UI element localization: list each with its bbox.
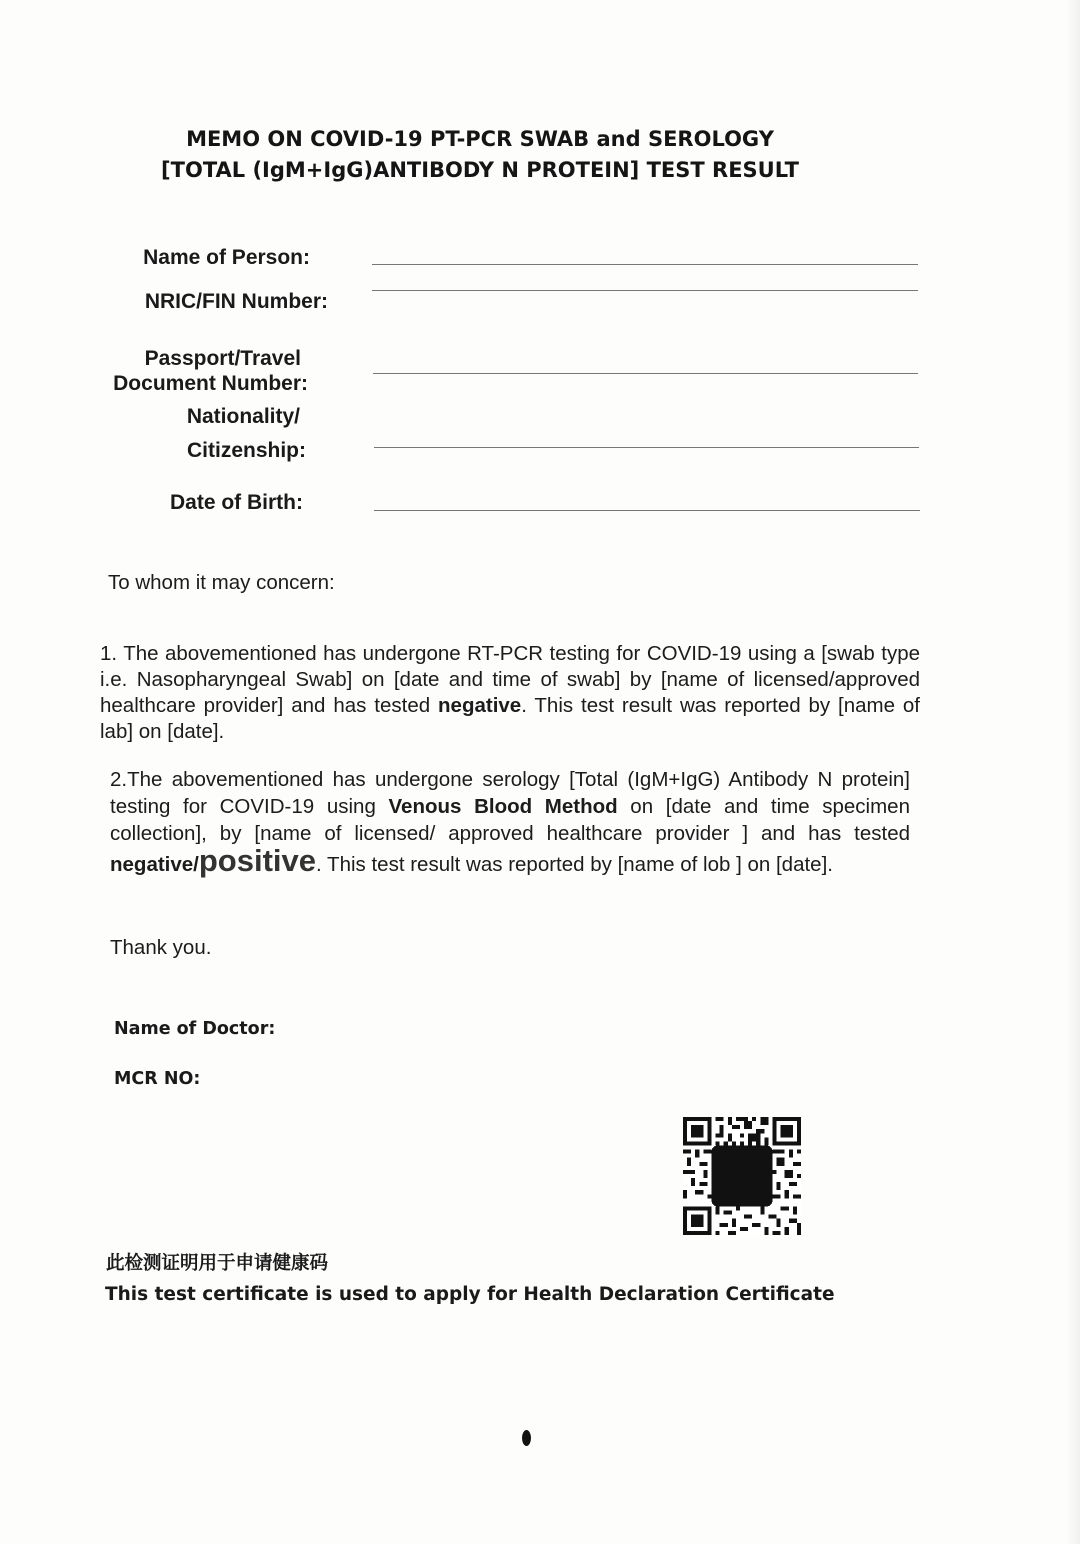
paragraph2-text-part1: 2.The abovementioned has undergone serology [Total (IgM+IgG) Antibody N protein] testing for COVID-19 using xyxy=(110,768,910,818)
date-of-birth-label: Date of Birth: xyxy=(170,491,303,514)
paragraph-rt-pcr xyxy=(100,641,920,745)
page-edge-shadow xyxy=(1066,0,1080,1544)
memo-title-line1: MEMO ON COVID-19 PT-PCR SWAB and SEROLOGY xyxy=(186,127,774,151)
ink-mark xyxy=(522,1430,531,1446)
paragraph2-positive: positive xyxy=(198,843,317,878)
name-of-person-label: Name of Person: xyxy=(143,246,310,269)
date-of-birth-line xyxy=(374,510,920,511)
name-of-person-line xyxy=(372,264,918,265)
nric-fin-label: NRIC/FIN Number: xyxy=(144,290,328,313)
paragraph2-text-part3: . This test result was reported by [name of lob ] on [date]. xyxy=(316,853,833,876)
paragraph2-venous-blood-method: Venous Blood Method xyxy=(388,795,618,818)
name-of-doctor-label: Name of Doctor: xyxy=(114,1019,276,1039)
paragraph1-text-before: 1. The abovementioned has undergone RT-PCR testing for COVID-19 using a [swab type i.e. Nasopharyngeal Swab] on [date and time of swab] by [name of licensed/approved healthcare provider] and has tested xyxy=(100,642,920,717)
salutation: To whom it may concern: xyxy=(108,571,335,594)
thank-you: Thank you. xyxy=(110,936,212,959)
qr-code-icon xyxy=(683,1117,801,1235)
passport-label-line1: Passport/Travel xyxy=(144,347,301,370)
paragraph1-text-after: . This test result was reported by [name of lab] on [date]. xyxy=(100,694,920,743)
memo-title-line2: [TOTAL (IgM+IgG)ANTIBODY N PROTEIN] TEST RESULT xyxy=(161,158,799,182)
footer-chinese-note: 此检测证明用于申请健康码 xyxy=(106,1253,329,1274)
passport-line xyxy=(373,373,918,374)
paragraph1-negative: negative xyxy=(438,694,522,717)
nationality-label-line2: Citizenship: xyxy=(187,439,306,462)
paragraph2-text-part2: on [date and time specimen collection], by [name of licensed/ approved healthcare provider ] and has tested xyxy=(110,795,910,845)
nric-fin-line xyxy=(372,290,918,291)
nationality-label-line1: Nationality/ xyxy=(186,405,300,428)
footer-english-note: This test certificate is used to apply for Health Declaration Certificate xyxy=(105,1284,835,1305)
paragraph-serology xyxy=(110,766,910,878)
passport-label-line2: Document Number: xyxy=(113,372,308,395)
paragraph2-negative: negative/ xyxy=(110,853,199,876)
mcr-no-label: MCR NO: xyxy=(114,1069,201,1089)
nationality-line xyxy=(374,447,919,448)
